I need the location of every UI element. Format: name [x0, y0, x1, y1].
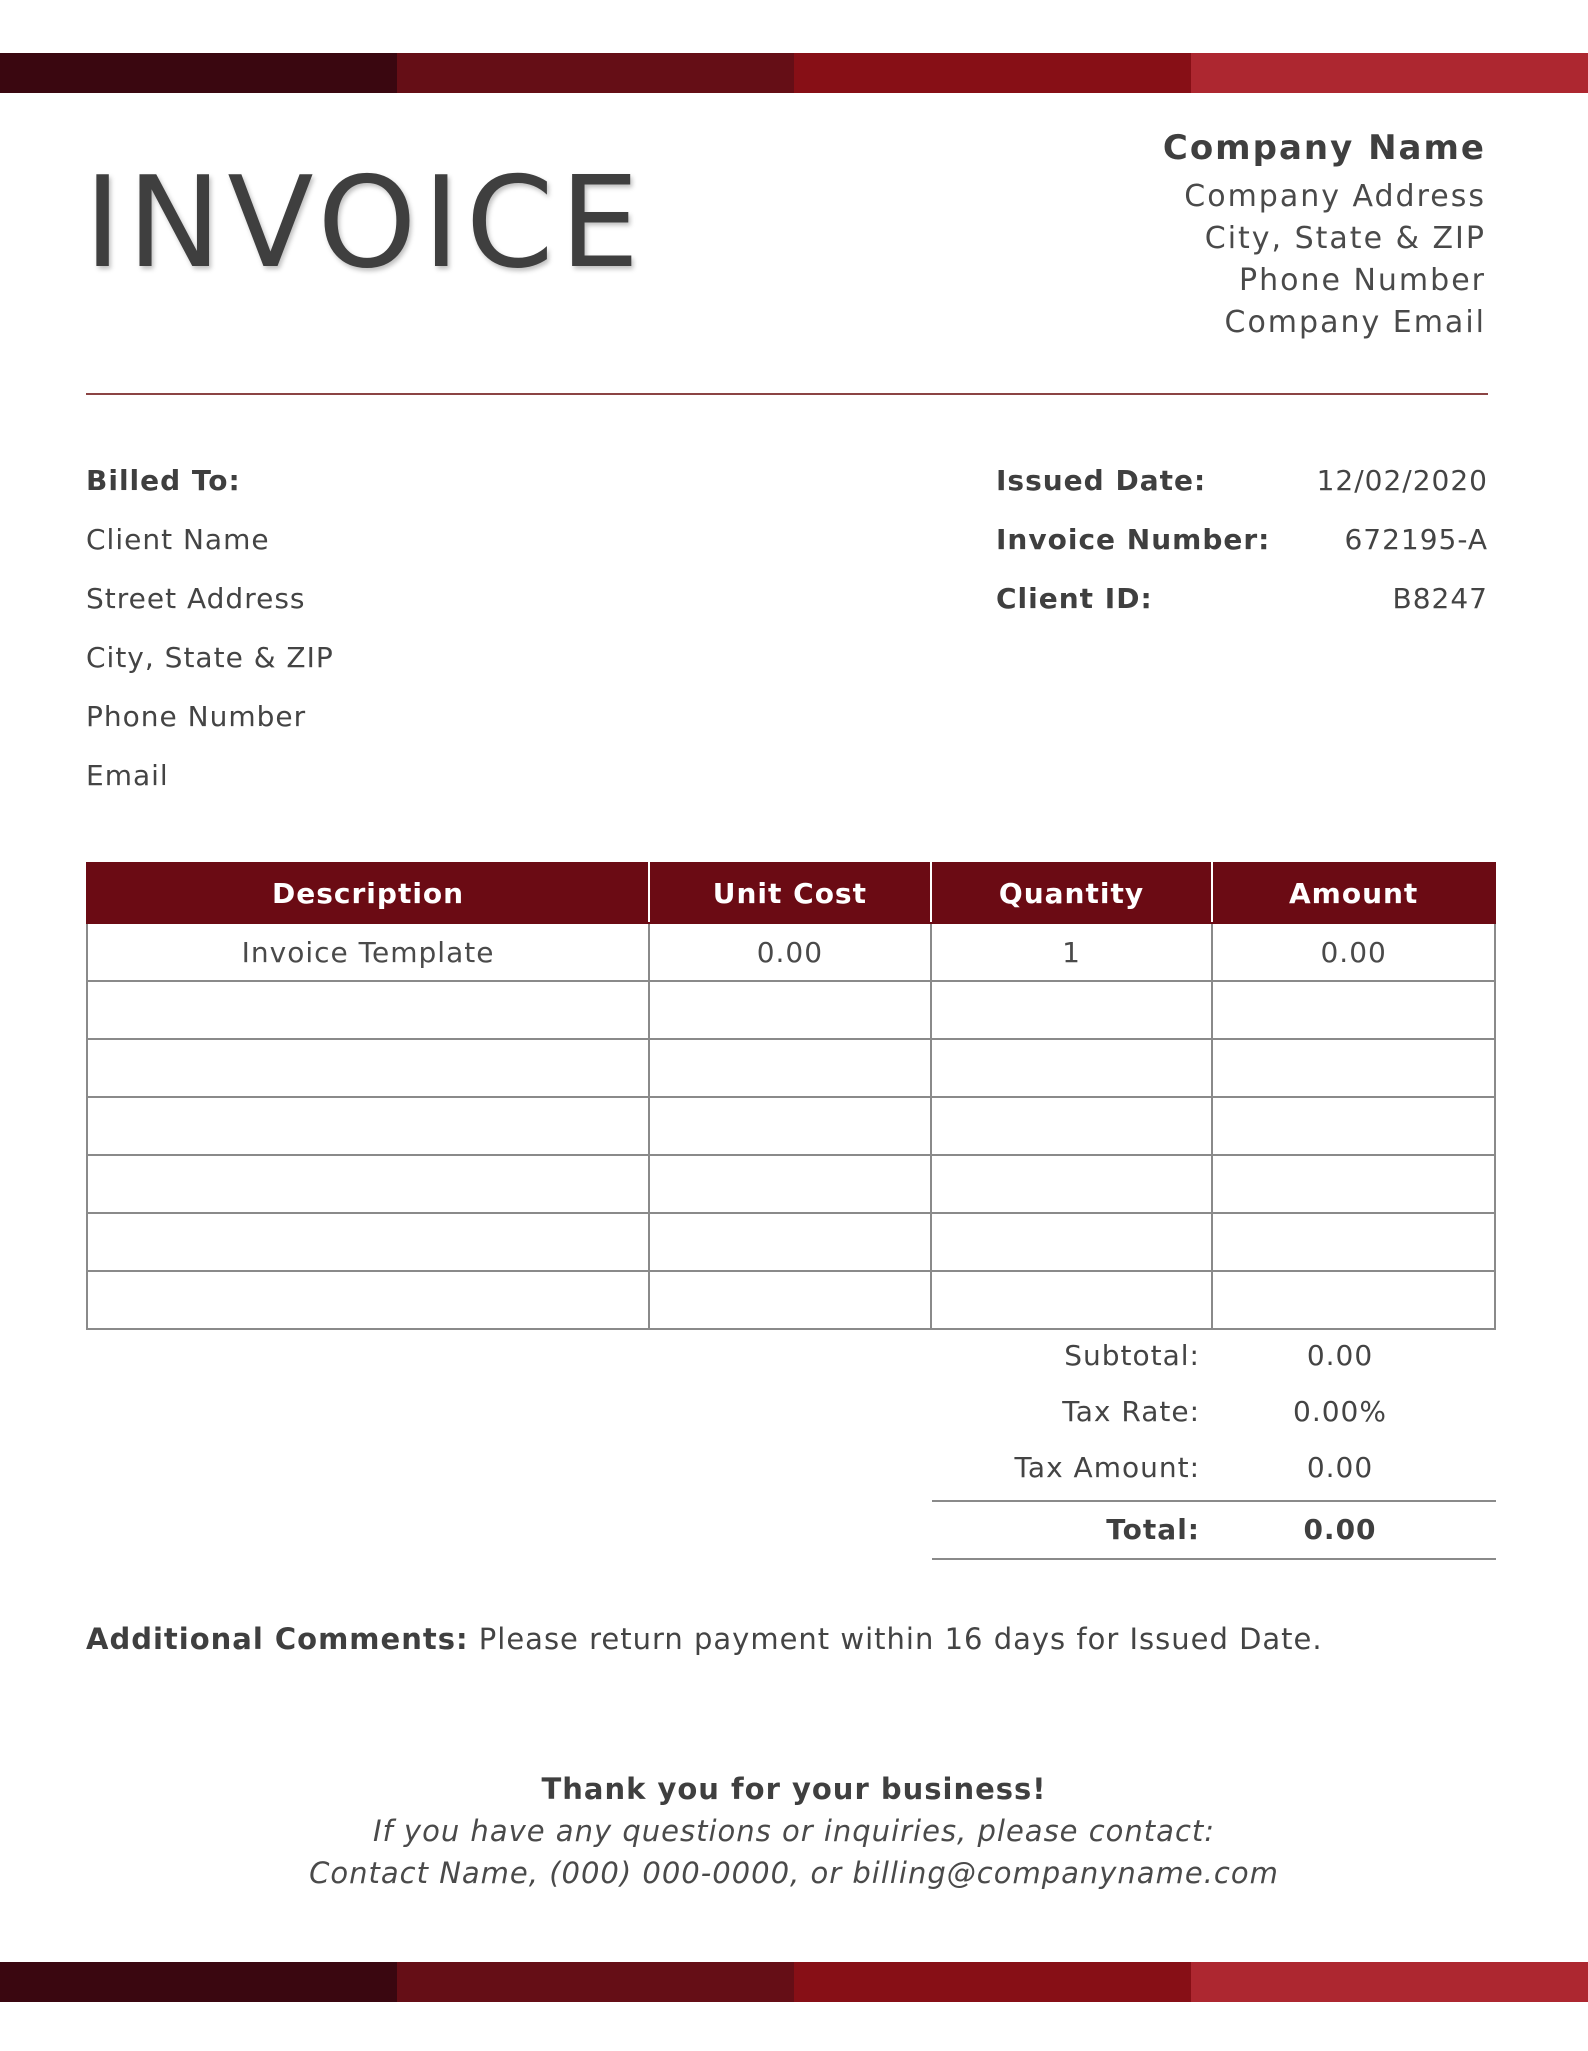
client-city: City, State & ZIP [86, 641, 334, 674]
cell-quantity [931, 1039, 1213, 1097]
table-row [87, 1039, 1495, 1097]
cell-quantity [931, 1097, 1213, 1155]
cell-quantity: 1 [931, 923, 1213, 981]
column-header-amount: Amount [1212, 863, 1495, 923]
billed-to-section [86, 460, 334, 814]
table-row [87, 1213, 1495, 1271]
band-segment-2 [397, 53, 794, 93]
table-row [87, 981, 1495, 1039]
tax-rate-row [932, 1384, 1496, 1440]
table-row [87, 1155, 1495, 1213]
line-items-table [86, 862, 1496, 1330]
footer [0, 1768, 1588, 1894]
cell-quantity [931, 1155, 1213, 1213]
cell-description [87, 1039, 649, 1097]
client-email: Email [86, 759, 169, 792]
client-street: Street Address [86, 582, 306, 615]
client-id-label: Client ID: [996, 582, 1153, 615]
cell-quantity [931, 1213, 1213, 1271]
table-header-row [87, 863, 1495, 923]
cell-unit-cost [649, 1271, 931, 1329]
company-name: Company Name [1162, 128, 1486, 168]
cell-amount [1212, 1155, 1495, 1213]
band-segment-4 [1191, 1962, 1588, 2002]
invoice-number-row [996, 519, 1488, 578]
company-address: Company Address [1184, 179, 1486, 214]
band-segment-3 [794, 53, 1191, 93]
issued-date-value: 12/02/2020 [1316, 464, 1488, 497]
cell-amount [1212, 1213, 1495, 1271]
bottom-color-band [0, 1962, 1588, 2002]
header-divider [86, 393, 1488, 395]
invoice-number-label: Invoice Number: [996, 523, 1271, 556]
contact-prompt: If you have any questions or inquiries, please contact: [372, 1814, 1216, 1848]
tax-amount-row [932, 1440, 1496, 1496]
cell-amount [1212, 1097, 1495, 1155]
band-segment-2 [397, 1962, 794, 2002]
cell-amount: 0.00 [1212, 923, 1495, 981]
company-info [1163, 128, 1486, 344]
comments-label: Additional Comments: [86, 1622, 469, 1656]
contact-details: Contact Name, (000) 000-0000, or billing@companyname.com [309, 1856, 1279, 1890]
top-color-band [0, 53, 1588, 93]
column-header-unit-cost: Unit Cost [649, 863, 931, 923]
client-phone: Phone Number [86, 700, 307, 733]
client-id-row [996, 578, 1488, 637]
invoice-title: INVOICE [84, 149, 646, 296]
total-row [932, 1500, 1496, 1560]
company-phone: Phone Number [1239, 263, 1486, 298]
cell-amount [1212, 1039, 1495, 1097]
total-value: 0.00 [1303, 1513, 1377, 1546]
subtotal-row [932, 1328, 1496, 1384]
cell-unit-cost [649, 1213, 931, 1271]
tax-rate-label: Tax Rate: [1062, 1395, 1200, 1428]
issued-date-label: Issued Date: [996, 464, 1207, 497]
subtotal-label: Subtotal: [1064, 1339, 1200, 1372]
cell-amount [1212, 1271, 1495, 1329]
cell-unit-cost [649, 1155, 931, 1213]
column-header-quantity: Quantity [931, 863, 1213, 923]
cell-description [87, 1097, 649, 1155]
invoice-number-value: 672195-A [1344, 523, 1488, 556]
cell-unit-cost: 0.00 [649, 923, 931, 981]
tax-amount-value: 0.00 [1306, 1451, 1374, 1484]
table-row [87, 1097, 1495, 1155]
cell-amount [1212, 981, 1495, 1039]
cell-unit-cost [649, 1039, 931, 1097]
thank-you-message: Thank you for your business! [541, 1772, 1047, 1806]
total-label: Total: [1106, 1513, 1200, 1546]
comments-text: Please return payment within 16 days for Issued Date. [468, 1622, 1323, 1656]
totals-section [932, 1328, 1496, 1560]
client-id-value: B8247 [1392, 582, 1488, 615]
column-header-description: Description [87, 863, 649, 923]
cell-description [87, 1155, 649, 1213]
cell-description: Invoice Template [87, 923, 649, 981]
company-email: Company Email [1224, 305, 1486, 340]
band-segment-4 [1191, 53, 1588, 93]
client-name: Client Name [86, 523, 270, 556]
cell-description [87, 1213, 649, 1271]
band-segment-1 [0, 1962, 397, 2002]
tax-rate-value: 0.00% [1293, 1395, 1387, 1428]
issued-date-row [996, 460, 1488, 519]
cell-unit-cost [649, 1097, 931, 1155]
band-segment-1 [0, 53, 397, 93]
tax-amount-label: Tax Amount: [1014, 1451, 1200, 1484]
cell-description [87, 981, 649, 1039]
cell-quantity [931, 981, 1213, 1039]
invoice-meta [996, 460, 1488, 637]
table-row [87, 1271, 1495, 1329]
company-city: City, State & ZIP [1204, 221, 1486, 256]
cell-quantity [931, 1271, 1213, 1329]
billed-to-label: Billed To: [86, 464, 241, 497]
cell-unit-cost [649, 981, 931, 1039]
additional-comments [86, 1622, 1323, 1656]
subtotal-value: 0.00 [1306, 1339, 1374, 1372]
table-row [87, 923, 1495, 981]
band-segment-3 [794, 1962, 1191, 2002]
cell-description [87, 1271, 649, 1329]
